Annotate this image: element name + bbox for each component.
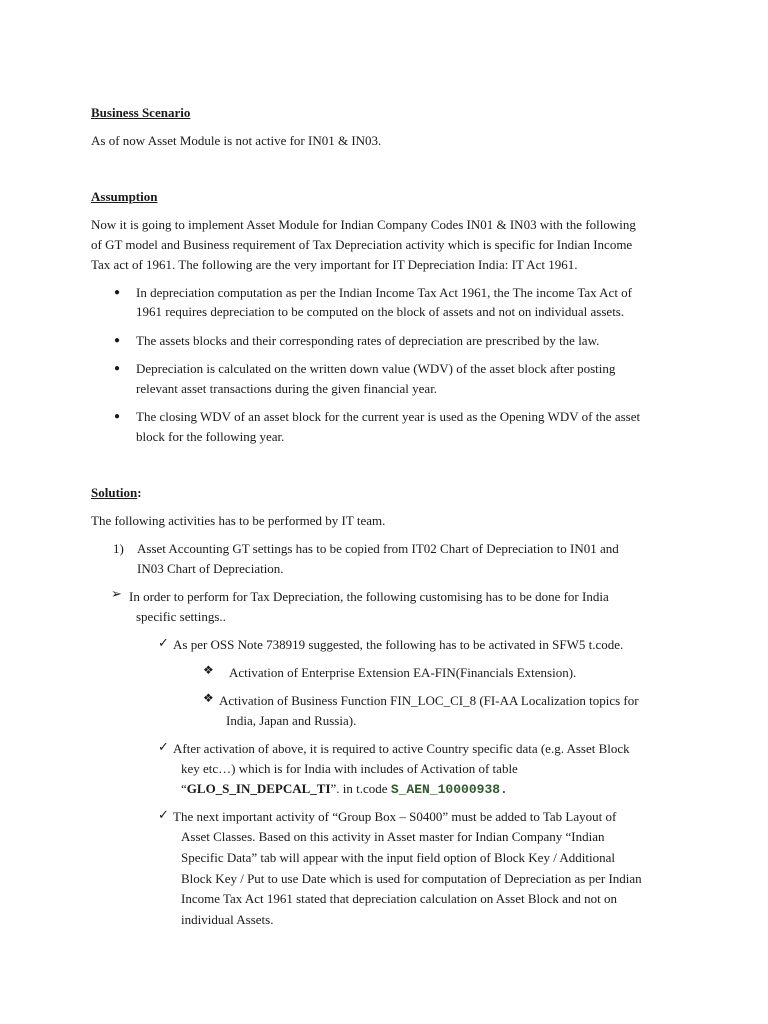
check-item-3-line-1: The next important activity of “Group Box – S0400” must be added to Tab Layout of bbox=[173, 809, 617, 824]
quote-open: “ bbox=[181, 781, 187, 796]
bullet-dot-icon: ● bbox=[114, 363, 121, 374]
assumption-intro-line-3: Tax act of 1961. The following are the very important for IT Depreciation India: IT Act 1961. bbox=[91, 257, 578, 272]
step-1-line-2: IN03 Chart of Depreciation. bbox=[137, 561, 284, 576]
checkmark-icon: ✓ bbox=[158, 635, 169, 650]
check-item-2-line-2: key etc…) which is for India with includes of Activation of table bbox=[181, 761, 518, 776]
assumption-heading: Assumption bbox=[91, 189, 158, 204]
check-item-3-line-3: Specific Data” tab will appear with the input field option of Block Key / Additional bbox=[181, 850, 615, 865]
diamond-item-2-line-2: India, Japan and Russia). bbox=[226, 713, 357, 728]
assumption-bullet-4-line-2: block for the following year. bbox=[136, 429, 285, 444]
solution-heading: Solution bbox=[91, 485, 138, 500]
checkmark-icon: ✓ bbox=[158, 739, 169, 754]
arrow-item-line-1: In order to perform for Tax Depreciation, the following customising has to be done for India bbox=[129, 589, 609, 604]
solution-heading-row bbox=[91, 483, 142, 503]
assumption-bullet-1-line-1: In depreciation computation as per the Indian Income Tax Act 1961, the The income Tax Act of bbox=[136, 285, 633, 300]
assumption-bullet-4-line-1: The closing WDV of an asset block for the current year is used as the Opening WDV of the asset bbox=[136, 409, 641, 424]
business-heading: Business Scenario bbox=[91, 105, 191, 120]
check-item-2-line-3 bbox=[181, 779, 508, 800]
assumption-bullet-3-line-1: Depreciation is calculated on the written down value (WDV) of the asset block after posting bbox=[136, 361, 616, 376]
check-item-2-line-1: After activation of above, it is required to active Country specific data (e.g. Asset Block bbox=[173, 741, 630, 756]
assumption-bullet-3-line-2: relevant asset transactions during the given financial year. bbox=[136, 381, 438, 396]
step-1-number: 1) bbox=[113, 541, 124, 556]
tcode-value: S_AEN_10000938. bbox=[390, 782, 508, 797]
bullet-dot-icon: ● bbox=[114, 335, 121, 346]
bullet-dot-icon: ● bbox=[114, 287, 121, 298]
assumption-bullet-1-line-2: 1961 requires depreciation to be computed on the block of assets and not on individual assets. bbox=[136, 304, 625, 319]
solution-heading-colon: : bbox=[137, 485, 142, 500]
arrow-bullet-icon: ➢ bbox=[111, 586, 122, 601]
assumption-intro-line-1: Now it is going to implement Asset Module for Indian Company Codes IN01 & IN03 with the following bbox=[91, 217, 636, 232]
check-item-3-line-5: Income Tax Act 1961 stated that depreciation calculation on Asset Block and not on bbox=[181, 891, 618, 906]
bullet-dot-icon: ● bbox=[114, 411, 121, 422]
step-1-line-1: Asset Accounting GT settings has to be copied from IT02 Chart of Depreciation to IN01 and bbox=[137, 541, 619, 556]
check-item-3-line-4: Block Key / Put to use Date which is used for computation of Depreciation as per Indian bbox=[181, 871, 642, 886]
business-text: As of now Asset Module is not active for IN01 & IN03. bbox=[91, 133, 382, 148]
assumption-bullet-2: The assets blocks and their corresponding rates of depreciation are prescribed by the law. bbox=[136, 333, 600, 348]
diamond-bullet-icon: ❖ bbox=[203, 663, 214, 677]
check-item-3-line-6: individual Assets. bbox=[181, 912, 274, 927]
check-item-3-line-2: Asset Classes. Based on this activity in Asset master for Indian Company “Indian bbox=[181, 829, 605, 844]
arrow-item-line-2: specific settings.. bbox=[136, 609, 226, 624]
solution-intro: The following activities has to be performed by IT team. bbox=[91, 513, 386, 528]
diamond-item-1: Activation of Enterprise Extension EA-FIN(Financials Extension). bbox=[229, 665, 577, 680]
checkmark-icon: ✓ bbox=[158, 807, 169, 822]
table-name: GLO_S_IN_DEPCAL_TI bbox=[186, 781, 331, 796]
check-item-1: As per OSS Note 738919 suggested, the following has to be activated in SFW5 t.code. bbox=[173, 637, 624, 652]
assumption-intro-line-2: of GT model and Business requirement of Tax Depreciation activity which is specific for Indian Income bbox=[91, 237, 633, 252]
tcode-label: ”. in t.code bbox=[330, 781, 391, 796]
diamond-bullet-icon: ❖ bbox=[203, 691, 214, 705]
diamond-item-2-line-1: Activation of Business Function FIN_LOC_CI_8 (FI-AA Localization topics for bbox=[219, 693, 639, 708]
